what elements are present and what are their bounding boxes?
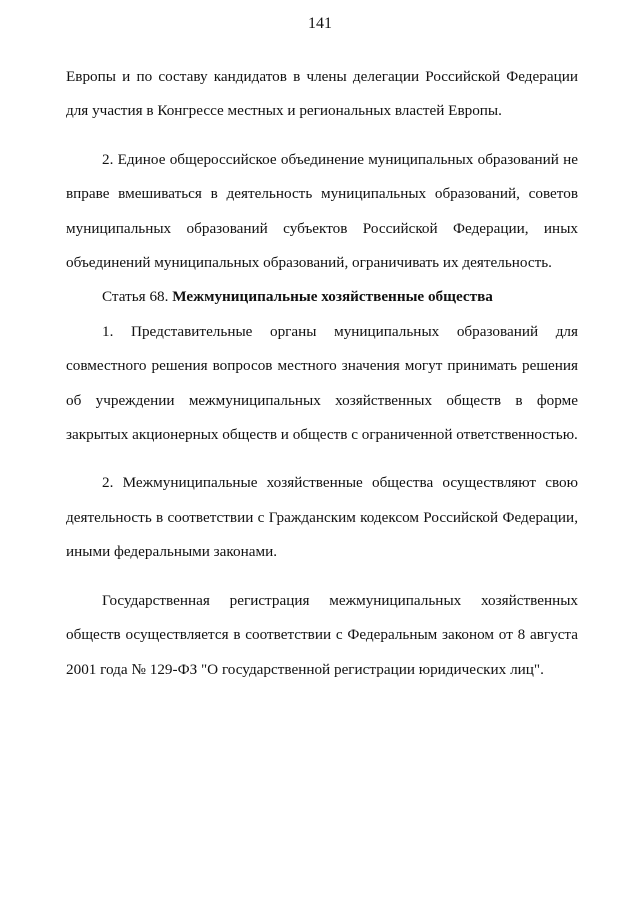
document-body	[66, 60, 578, 687]
article-title: Межмуниципальные хозяйственные общества	[172, 288, 493, 306]
paragraph-registration: Государственная регистрация межмуниципальных хозяйственных обществ осуществляется в соответствии с Федеральным законом от 8 августа 2001 года № 129-ФЗ "О государственной регистрации юридических лиц".	[66, 591, 578, 678]
page-number: 141	[308, 15, 332, 32]
paragraph-article-67-part-2: 2. Единое общероссийское объединение муниципальных образований не вправе вмешиваться в деятельность муниципальных образований, советов муниципальных образований субъектов Российской Федерации, иных объединений муниципальных образований, ограничивать их деятельность.	[66, 150, 578, 272]
paragraph-article-68-part-2: 2. Межмуниципальные хозяйственные общества осуществляют свою деятельность в соответствии с Гражданским кодексом Российской Федерации, иными федеральными законами.	[66, 474, 578, 561]
paragraph-article-68-part-1: 1. Представительные органы муниципальных образований для совместного решения вопросов местного значения могут принимать решения об учреждении межмуниципальных хозяйственных обществ в форме закрытых акционерных обществ и обществ с ограниченной ответственностью.	[66, 322, 578, 444]
article-label: Статья 68.	[102, 288, 169, 306]
paragraph-continuation: Европы и по составу кандидатов в члены делегации Российской Федерации для участия в Конгрессе местных и региональных властей Европы.	[66, 68, 578, 120]
article-heading	[66, 280, 578, 314]
